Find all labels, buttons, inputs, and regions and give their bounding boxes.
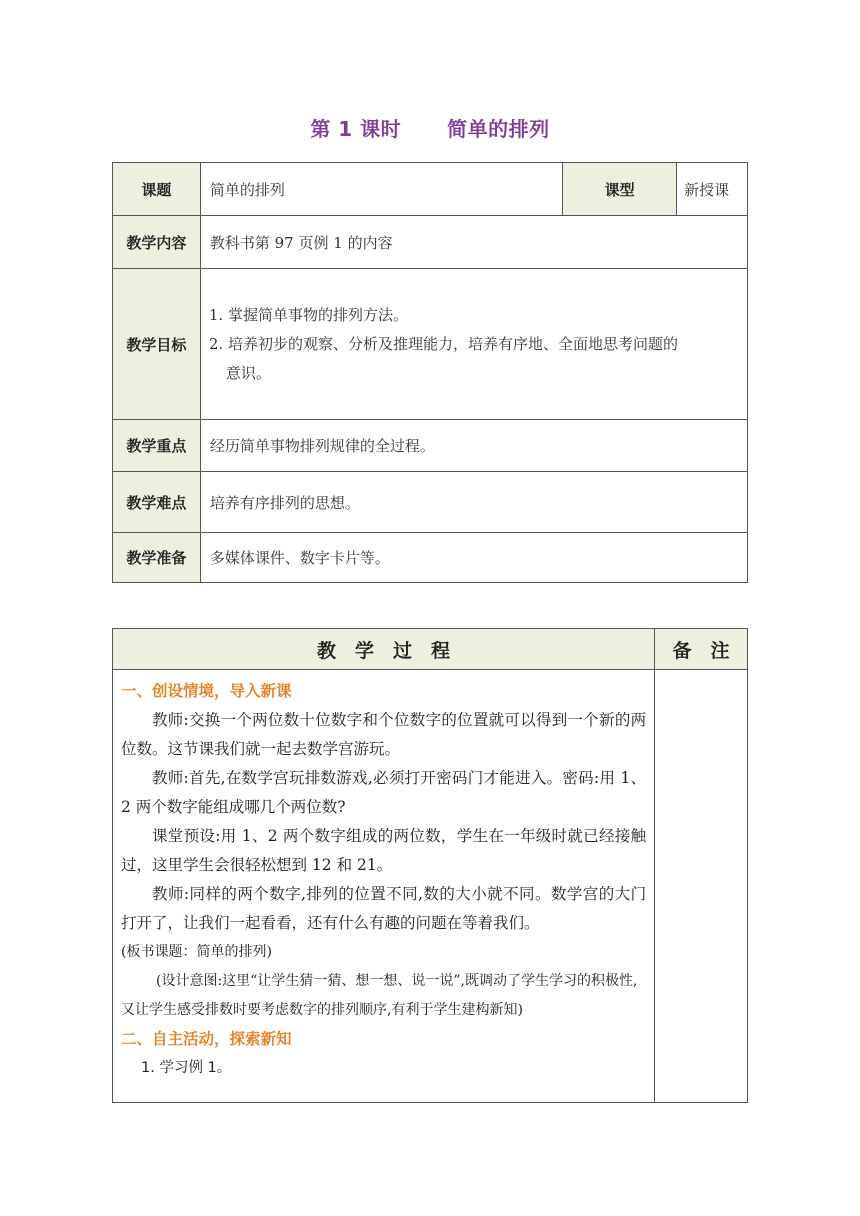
goal-1: 1. 掌握简单事物的排列方法。 [208,305,408,324]
lesson-info-table [112,162,748,583]
process-header: 教 学 过 程 [113,629,655,670]
section-heading-2: 二、自主活动，探索新知 [121,1030,292,1048]
process-table [112,628,748,1103]
goals-label: 教学目标 [113,269,201,420]
goal-2: 2. 培养初步的观察、分析及推理能力，培养有序地、全面地思考问题的 [208,334,678,353]
goals-value [200,269,747,420]
notes-cell [655,670,748,1103]
lesson-name: 简单的排列 [447,117,550,141]
prep-label: 教学准备 [113,533,201,583]
process-content [113,670,655,1103]
page-title [0,113,860,142]
goal-2-cont: 意识。 [225,363,271,382]
type-label: 课型 [563,163,677,216]
board-note: (板书课题：简单的排列) [121,944,272,960]
topic-label: 课题 [113,163,201,216]
difficulty-value: 培养有序排列的思想。 [200,472,747,533]
difficulty-label: 教学难点 [113,472,201,533]
paragraph-4: 教师:同样的两个数字,排列的位置不同,数的大小就不同。数学宫的大门打开了，让我们一起看看，还有什么有趣的问题在等着我们。 [121,885,647,932]
content-value: 教科书第 97 页例 1 的内容 [200,216,747,269]
topic-value: 简单的排列 [200,163,562,216]
paragraph-2: 教师:首先,在数学宫玩排数游戏,必须打开密码门才能进入。密码:用 1、2 两个数字能组成哪几个两位数? [121,769,647,816]
key-label: 教学重点 [113,420,201,472]
list-item-1: 1. 学习例 1。 [141,1060,232,1076]
prep-value: 多媒体课件、数字卡片等。 [200,533,747,583]
notes-header: 备 注 [655,629,748,670]
lesson-number: 第 1 课时 [310,117,402,141]
key-value: 经历简单事物排列规律的全过程。 [200,420,747,472]
type-value: 新授课 [677,163,748,216]
section-heading-1: 一、创设情境，导入新课 [121,682,292,700]
content-label: 教学内容 [113,216,201,269]
paragraph-1: 教师:交换一个两位数十位数字和个位数字的位置就可以得到一个新的两位数。这节课我们就一起去数学宫游玩。 [121,711,647,758]
design-intent: (设计意图:这里“让学生猜一猜、想一想、说一说”,既调动了学生学习的积极性,又让学生感受排数时要考虑数字的排列顺序,有利于学生建构新知) [121,973,638,1018]
paragraph-3: 课堂预设:用 1、2 两个数字组成的两位数，学生在一年级时就已经接触过，这里学生会很轻松想到 12 和 21。 [121,827,647,874]
